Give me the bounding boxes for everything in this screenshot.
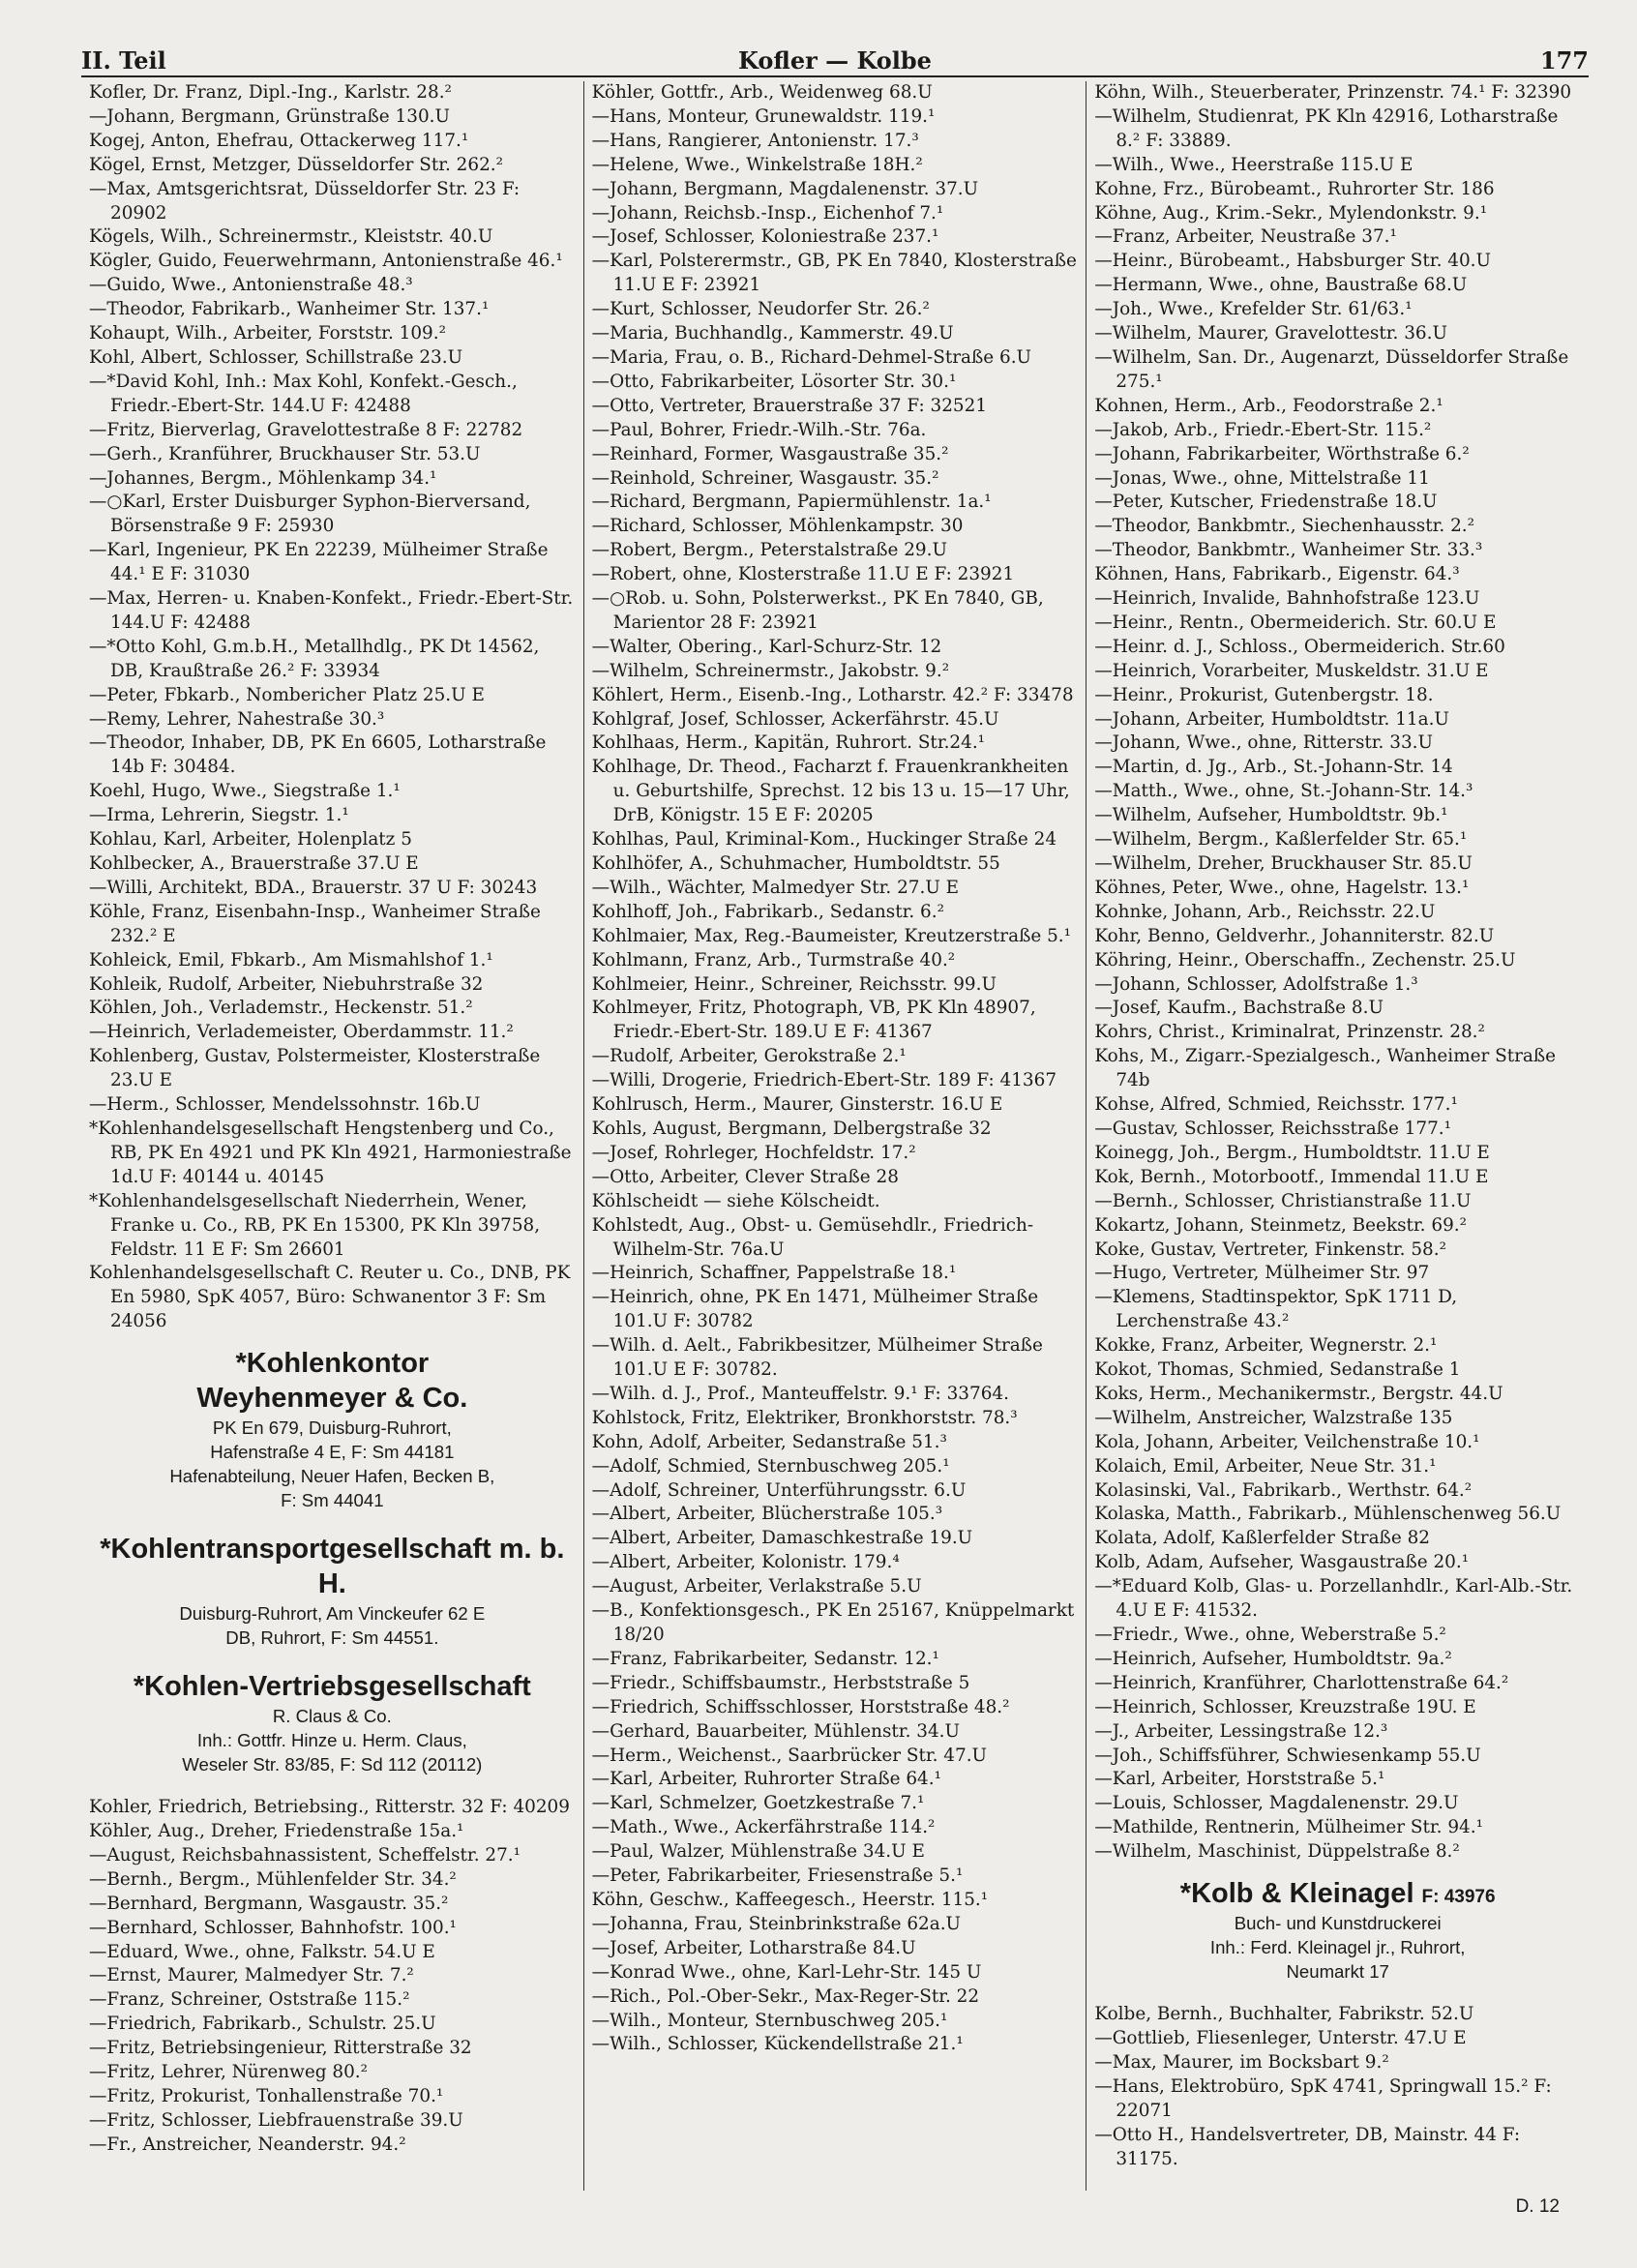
advertisement-line: Hafenstraße 4 E, F: Sm 44181 [210,1442,455,1463]
directory-entry: —Robert, Bergm., Peterstalstraße 29.U [591,540,947,561]
directory-entry: *Kohlenhandelsgesellschaft Hengstenberg und Co., RB, PK En 4921 und PK Kln 4921, Harmoniestraße 1d.U F: 40144 u. 40145 [89,1118,572,1187]
directory-entry: Köhnen, Hans, Fabrikarb., Eigenstr. 64.³ [1094,564,1460,585]
directory-entry: —Klemens, Stadtinspektor, SpK 1711 D, Lerchenstraße 43.² [1094,1287,1458,1332]
directory-entry: —Wilhelm, Maurer, Gravelottestr. 36.U [1094,323,1447,344]
directory-entry: —Johann, Schlosser, Adolfstraße 1.³ [1094,973,1418,995]
advertisement-title: *Kolb & Kleinagel [1179,1878,1414,1910]
directory-entry: —Wilh., Wächter, Malmedyer Str. 27.U E [591,877,960,898]
directory-entry: Kohnke, Johann, Arb., Reichsstr. 22.U [1094,901,1436,922]
advertisement-phone: F: 43976 [1421,1887,1496,1908]
directory-entry: Kohse, Alfred, Schmied, Reichsstr. 177.¹ [1094,1094,1458,1116]
directory-entry: —Bernh., Schlosser, Christianstraße 11.U [1094,1190,1472,1211]
directory-entry: —Heinrich, ohne, PK En 1471, Mülheimer Straße 101.U F: 30782 [591,1287,1039,1332]
directory-entry: Kokot, Thomas, Schmied, Sedanstraße 1 [1094,1359,1461,1381]
directory-entry: —*David Kohl, Inh.: Max Kohl, Konfekt.-Gesch., Friedr.-Ebert-Str. 144.U F: 42488 [89,371,518,416]
directory-entry: —Martin, d. Jg., Arb., St.-Johann-Str. 14 [1094,757,1453,778]
directory-entry: —*Otto Kohl, G.m.b.H., Metallhdlg., PK Dt 14562, DB, Kraußtraße 26.² F: 33934 [89,636,540,681]
directory-entry: —Hugo, Vertreter, Mülheimer Str. 97 [1094,1263,1430,1284]
directory-entry: —Wilhelm, Studienrat, PK Kln 42916, Lotharstraße 8.² F: 33889. [1094,105,1559,151]
directory-entry: —Karl, Arbeiter, Ruhrorter Straße 64.¹ [591,1769,941,1790]
directory-entry: —Franz, Arbeiter, Neustraße 37.¹ [1094,226,1397,248]
directory-entry: —Konrad Wwe., ohne, Karl-Lehr-Str. 145 U [591,1961,982,1983]
advertisement-title: Weyhenmeyer & Co. [196,1383,468,1415]
advertisement-title: *Kohlen-Vertriebsgesellschaft [133,1671,531,1703]
directory-entry: —Max, Herren- u. Knaben-Konfekt., Friedr.-Ebert-Str. 144.U F: 42488 [89,588,574,633]
directory-entry: —Wilhelm, Anstreicher, Walzstraße 135 [1094,1407,1453,1428]
directory-entry: —Johann, Reichsb.-Insp., Eichenhof 7.¹ [591,202,944,224]
directory-entry: —Heinrich, Kranführer, Charlottenstraße 64.² [1094,1672,1509,1693]
directory-entry: —Otto H., Handelsvertreter, DB, Mainstr. 44 F: 31175. [1094,2124,1521,2169]
directory-entry: Kogej, Anton, Ehefrau, Ottackerweg 117.¹ [89,130,469,151]
advertisement-line: Inh.: Gottfr. Hinze u. Herm. Claus, [196,1730,467,1751]
column-1 [81,81,583,2191]
directory-entry: —Fritz, Prokurist, Tonhallenstraße 70.¹ [89,2086,444,2106]
advertisement-line: Inh.: Ferd. Kleinagel jr., Ruhrort, [1209,1937,1466,1958]
directory-entry: —Wilhelm, San. Dr., Augenarzt, Düsseldorfer Straße 275.¹ [1094,346,1569,392]
directory-entry: Kohl, Albert, Schlosser, Schillstraße 23.U [89,346,463,368]
directory-entry: Kolbe, Bernh., Buchhalter, Fabrikstr. 52.U [1094,2004,1474,2025]
advertisement-line: R. Claus & Co. [272,1706,392,1727]
directory-columns [81,81,1589,2191]
directory-entry: —Wilhelm, Maschinist, Düppelstraße 8.² [1094,1841,1460,1863]
directory-entry: Köhne, Aug., Krim.-Sekr., Mylendonkstr. 9.¹ [1094,202,1488,224]
directory-entry: —Albert, Arbeiter, Damaschkestraße 19.U [591,1528,973,1549]
directory-entry: —Otto, Vertreter, Brauerstraße 37 F: 32521 [591,395,988,416]
directory-entry: Kohleik, Rudolf, Arbeiter, Niebuhrstraße 32 [89,973,484,995]
directory-entry: —Herm., Weichenst., Saarbrücker Str. 47.U [591,1745,988,1766]
directory-entry: —Heinr. d. J., Schloss., Obermeiderich. Str.60 [1094,636,1505,657]
directory-entry: Kohlmeyer, Fritz, Photograph, VB, PK Kln 48907, Friedr.-Ebert-Str. 189.U E F: 41367 [591,998,1036,1043]
directory-entry: Kohlhas, Paul, Kriminal-Kom., Huckinger Straße 24 [591,829,1057,850]
directory-entry: —Josef, Schlosser, Koloniestraße 237.¹ [591,226,939,248]
directory-entry: Kögler, Guido, Feuerwehrmann, Antonienstraße 46.¹ [89,251,563,272]
directory-entry: —Heinrich, Schlosser, Kreuzstraße 19U. E [1094,1696,1476,1717]
directory-entry: —Jonas, Wwe., ohne, Mittelstraße 11 [1094,467,1430,489]
directory-entry: —B., Konfektionsgesch., PK En 25167, Knüppelmarkt 18/20 [591,1600,1075,1645]
directory-entry: —Josef, Arbeiter, Lotharstraße 84.U [591,1937,916,1958]
directory-entry: Kohlstedt, Aug., Obst- u. Gemüsehdlr., Friedrich-Wilhelm-Str. 76a.U [591,1214,1034,1260]
directory-entry: —Wilhelm, Schreinermstr., Jakobstr. 9.² [591,660,950,681]
directory-entry: —*Eduard Kolb, Glas- u. Porzellanhdlr., Karl-Alb.-Str. 4.U E F: 41532. [1094,1576,1573,1622]
directory-entry: —○Karl, Erster Duisburger Syphon-Bierversand, Börsenstraße 9 F: 25930 [89,492,531,537]
directory-entry: —Heinr., Prokurist, Gutenbergstr. 18. [1094,684,1434,705]
header-rule [81,75,1589,77]
directory-entry: —Karl, Schmelzer, Goetzkestraße 7.¹ [591,1793,925,1814]
directory-entry: —Theodor, Fabrikarb., Wanheimer Str. 137.¹ [89,299,490,320]
directory-entry: —Louis, Schlosser, Magdalenenstr. 29.U [1094,1793,1459,1814]
directory-entry: —Herm., Schlosser, Mendelssohnstr. 16b.U [89,1094,481,1116]
directory-entry: —Wilh. d. Aelt., Fabrikbesitzer, Mülheimer Straße 101.U E F: 30782. [591,1335,1043,1381]
directory-entry: Köhle, Franz, Eisenbahn-Insp., Wanheimer Straße 232.² E [89,901,541,946]
directory-entry: Kohlhoff, Joh., Fabrikarb., Sedanstr. 6.² [591,901,944,922]
directory-entry: —Willi, Architekt, BDA., Brauerstr. 37 U F: 30243 [89,877,538,898]
directory-entry: —Josef, Rohrleger, Hochfeldstr. 17.² [591,1142,916,1163]
directory-entry: —Wilhelm, Bergm., Kaßlerfelder Str. 65.¹ [1094,829,1468,850]
directory-entry: Kokke, Franz, Arbeiter, Wegnerstr. 2.¹ [1094,1335,1438,1357]
directory-entry: —Friedrich, Fabrikarb., Schulstr. 25.U [89,2014,436,2035]
directory-entry: *Kohlenhandelsgesellschaft Niederrhein, Wener, Franke u. Co., RB, PK En 15300, PK Kln 39758, Feldstr. 11 E F: Sm 26601 [89,1190,541,1260]
directory-entry: —Fritz, Bierverlag, Gravelottestraße 8 F: 22782 [89,419,523,440]
directory-entry: Kohls, August, Bergmann, Delbergstraße 32 [591,1118,992,1139]
directory-entry: —Reinhold, Schreiner, Wasgaustr. 35.² [591,467,939,489]
directory-entry: Koke, Gustav, Vertreter, Finkenstr. 58.² [1094,1238,1446,1260]
directory-entry: —Johann, Wwe., ohne, Ritterstr. 33.U [1094,732,1433,754]
directory-entry: Kohleick, Emil, Fbkarb., Am Mismahlshof 1.¹ [89,949,493,970]
directory-entry: Kohaupt, Wilh., Arbeiter, Forststr. 109.² [89,323,446,344]
directory-entry: Kohlgraf, Josef, Schlosser, Ackerfährstr. 45.U [591,708,999,730]
directory-entry: —Guido, Wwe., Antonienstraße 48.³ [89,275,413,296]
directory-entry: Köhlen, Joh., Verlademstr., Heckenstr. 51.² [89,998,473,1019]
directory-entry: —Theodor, Bankbmtr., Wanheimer Str. 33.³ [1094,540,1483,561]
directory-entry: —Friedr., Schiffsbaumstr., Herbststraße 5 [591,1672,970,1693]
directory-entry: —Heinrich, Aufseher, Humboldtstr. 9a.² [1094,1648,1452,1669]
directory-entry: —Johannes, Bergm., Möhlenkamp 34.¹ [89,467,437,489]
directory-entry: —Bernhard, Bergmann, Wasgaustr. 35.² [89,1893,449,1914]
column-2 [583,81,1086,2191]
directory-entry: Kohs, M., Zigarr.-Spezialgesch., Wanheimer Straße 74b [1094,1046,1557,1091]
directory-entry: —Heinr., Bürobeamt., Habsburger Str. 40.U [1094,251,1492,272]
directory-entry: —Eduard, Wwe., ohne, Falkstr. 54.U E [89,1941,435,1962]
directory-entry: —Rudolf, Arbeiter, Gerokstraße 2.¹ [591,1046,907,1067]
directory-entry: Köhlscheidt — siehe Kölscheidt. [591,1190,880,1211]
directory-entry: —Friedr., Wwe., ohne, Weberstraße 5.² [1094,1625,1446,1645]
directory-entry: —Peter, Fbkarb., Nomberichег Platz 25.U E [89,684,485,705]
directory-entry: Köhn, Wilh., Steuerberater, Prinzenstr. 74.¹ F: 32390 [1094,82,1572,103]
directory-entry: —Wilh. d. J., Prof., Manteuffelstr. 9.¹ F: 33764. [591,1383,1009,1404]
directory-entry: —○Rob. u. Sohn, Polsterwerkst., PK En 7840, GB, Marientor 28 F: 23921 [591,588,1044,633]
directory-entry: —Johann, Fabrikarbeiter, Wörthstraße 6.² [1094,443,1470,464]
directory-entry: —Fritz, Schlosser, Liebfrauenstraße 39.U [89,2109,463,2131]
directory-entry: Kohlhage, Dr. Theod., Facharzt f. Frauenkrankheiten u. Geburtshilfe, Sprechst. 12 bis 13 u. 15—17 Uhr, DrB, Königstr. 15 E F: 20205 [591,757,1070,826]
advertisement [89,1532,576,1650]
directory-entry: —Remy, Lehrer, Nahestraße 30.³ [89,708,385,730]
directory-entry: —Franz, Fabrikarbeiter, Sedanstr. 12.¹ [591,1648,939,1669]
directory-entry: —Joh., Schiffsführer, Schwiesenkamp 55.U [1094,1745,1481,1766]
directory-entry: —Otto, Arbeiter, Clever Straße 28 [591,1166,899,1187]
directory-entry: —Josef, Kaufm., Bachstraße 8.U [1094,998,1384,1019]
directory-entry: —Heinrich, Vorarbeiter, Muskeldstr. 31.U E [1094,660,1489,681]
directory-entry: Kok, Bernh., Motorbootf., Immendal 11.U E [1094,1166,1489,1187]
directory-entry: —Hans, Rangierer, Antonienstr. 17.³ [591,130,919,151]
directory-entry: Kohlau, Karl, Arbeiter, Holenplatz 5 [89,829,412,850]
directory-entry: —Fritz, Betriebsingenieur, Ritterstraße 32 [89,2038,472,2059]
directory-entry: —Heinrich, Verlademeister, Oberdammstr. 11.² [89,1022,514,1043]
directory-entry: —August, Reichsbahnassistent, Scheffelstr. 27.¹ [89,1844,521,1865]
directory-entry: —Theodor, Bankbmtr., Siechenhausstr. 2.² [1094,516,1475,537]
directory-entry: Kohr, Benno, Geldverhr., Johanniterstr. 82.U [1094,925,1495,946]
advertisement-title: *Kohlenkontor [235,1348,430,1380]
directory-entry: —Karl, Arbeiter, Horststraße 5.¹ [1094,1769,1385,1790]
advertisement-line: F: Sm 44041 [281,1490,384,1511]
directory-entry: —Willi, Drogerie, Friedrich-Ebert-Str. 189 F: 41367 [591,1070,1057,1091]
directory-entry: Kögel, Ernst, Metzger, Düsseldorfer Str. 262.² [89,154,504,175]
directory-entry: Kolaich, Emil, Arbeiter, Neue Str. 31.¹ [1094,1455,1437,1477]
directory-entry: Kolasinski, Val., Fabrikarb., Werthstr. 64.² [1094,1479,1473,1501]
directory-entry: —J., Arbeiter, Lessingstraße 12.³ [1094,1720,1388,1742]
directory-entry: —Reinhard, Former, Wasgaustraße 35.² [591,443,949,464]
directory-entry: —Johanna, Frau, Steinbrinkstraße 62a.U [591,1913,962,1934]
directory-entry: —Peter, Fabrikarbeiter, Friesenstraße 5.¹ [591,1865,964,1887]
directory-entry: —Max, Maurer, im Bocksbart 9.² [1094,2051,1389,2073]
directory-entry: —Karl, Ingenieur, PK En 22239, Mülheimer Straße 44.¹ E F: 31030 [89,540,549,585]
directory-entry: Koinegg, Joh., Bergm., Humboldtstr. 11.U E [1094,1142,1490,1163]
directory-entry: Kohn, Adolf, Arbeiter, Sedanstraße 51.³ [591,1431,947,1452]
directory-entry: Kohlmann, Franz, Arb., Turmstraße 40.² [591,949,956,970]
advertisement-line: DB, Ruhrort, F: Sm 44551. [225,1627,439,1649]
directory-entry: —Wilhelm, Dreher, Bruckhauser Str. 85.U [1094,853,1473,874]
section-label: II. Teil [81,46,166,75]
advertisement [89,1669,576,1776]
directory-entry: —Wilh., Wwe., Heerstraße 115.U E [1094,154,1414,175]
directory-entry: —Franz, Schreiner, Oststraße 115.² [89,1989,410,2011]
directory-entry: —Maria, Frau, o. B., Richard-Dehmel-Straße 6.U [591,346,1032,368]
directory-entry: Koks, Herm., Mechanikermstr., Bergstr. 44.U [1094,1383,1503,1404]
directory-entry: —Adolf, Schreiner, Unterführungsstr. 6.U [591,1479,967,1501]
directory-entry: Köhlert, Herm., Eisenb.-Ing., Lotharstr. 42.² F: 33478 [591,684,1074,705]
directory-entry: —Richard, Schlosser, Möhlenkampstr. 30 [591,516,964,537]
directory-entry: Köhn, Geschw., Kaffeegesch., Heerstr. 115.¹ [591,1889,989,1910]
advertisement [1094,1876,1581,1984]
directory-entry: —Heinrich, Schaffner, Pappelstraße 18.¹ [591,1263,957,1284]
directory-entry: —Gerh., Kranführer, Bruckhauser Str. 53.U [89,443,481,464]
directory-entry: —Mathilde, Rentnerin, Mülheimer Str. 94.¹ [1094,1817,1483,1838]
directory-entry: —Fritz, Lehrer, Nürenweg 80.² [89,2062,368,2083]
directory-entry: —Peter, Kutscher, Friedenstraße 18.U [1094,492,1438,513]
directory-entry: —Johann, Arbeiter, Humboldtstr. 11a.U [1094,708,1449,730]
advertisement-line: Buch- und Kunstdruckerei [1234,1913,1442,1934]
directory-entry: Kohler, Friedrich, Betriebsing., Ritterstr. 32 F: 40209 [89,1797,570,1818]
advertisement-line: Duisburg-Ruhrort, Am Vinckeufer 62 E [179,1603,486,1625]
directory-entry: —Friedrich, Schiffsschlosser, Horststraße 48.² [591,1696,1010,1717]
directory-entry: Köhler, Aug., Dreher, Friedenstraße 15a.¹ [89,1821,464,1842]
directory-entry: —Max, Amtsgerichtsrat, Düsseldorfer Str. 23 F: 20902 [89,178,521,224]
directory-entry: —Heinrich, Invalide, Bahnhofstraße 123.U [1094,588,1480,610]
directory-entry: Kohlenhandelsgesellschaft C. Reuter u. Co., DNB, PK En 5980, SpK 4057, Büro: Schwanentor 3 F: Sm 24056 [89,1263,571,1332]
directory-entry: Kohlhöfer, A., Schuhmacher, Humboldtstr. 55 [591,853,1000,874]
directory-entry: —Albert, Arbeiter, Blücherstraße 105.³ [591,1504,943,1525]
directory-entry: —Gustav, Schlosser, Reichsstraße 177.¹ [1094,1118,1451,1139]
directory-entry: Kohlhaas, Herm., Kapitän, Ruhrort. Str.24.¹ [591,732,986,754]
directory-entry: Koehl, Hugo, Wwe., Siegstraße 1.¹ [89,781,401,802]
directory-entry: —Karl, Polsterermstr., GB, PK En 7840, Klosterstraße 11.U E F: 23921 [591,251,1077,296]
directory-entry: Kohnen, Herm., Arb., Feodorstraße 2.¹ [1094,395,1444,416]
directory-entry: —Adolf, Schmied, Sternbuschweg 205.¹ [591,1455,950,1477]
directory-entry: —Johann, Bergmann, Grünstraße 130.U [89,105,450,127]
column-3 [1086,81,1589,2191]
directory-entry: —Helene, Wwe., Winkelstraße 18H.² [591,154,923,175]
directory-entry: Kolb, Adam, Aufseher, Wasgaustraße 20.¹ [1094,1552,1470,1573]
directory-entry: —Bernh., Bergm., Mühlenfelder Str. 34.² [89,1868,457,1890]
advertisement [89,1346,576,1512]
directory-entry: —Maria, Buchhandlg., Kammerstr. 49.U [591,323,954,344]
directory-entry: Kola, Johann, Arbeiter, Veilchenstraße 10.¹ [1094,1431,1480,1452]
directory-entry: Kohne, Frz., Bürobeamt., Ruhrorter Str. 186 [1094,178,1495,199]
page-number: 177 [1539,46,1589,75]
directory-entry: —Richard, Bergmann, Papiermühlenstr. 1a.¹ [591,492,992,513]
directory-entry: —Math., Wwe., Ackerfährstraße 114.² [591,1817,936,1838]
directory-entry: Kohrs, Christ., Kriminalrat, Prinzenstr. 28.² [1094,1022,1485,1043]
directory-entry: —Matth., Wwe., ohne, St.-Johann-Str. 14.³ [1094,781,1473,802]
directory-entry: —Jakob, Arb., Friedr.-Ebert-Str. 115.² [1094,419,1432,440]
directory-entry: —Johann, Bergmann, Magdalenenstr. 37.U [591,178,979,199]
directory-entry: —Hermann, Wwe., ohne, Baustraße 68.U [1094,275,1468,296]
directory-entry: —Kurt, Schlosser, Neudorfer Str. 26.² [591,299,930,320]
directory-entry: —Paul, Walzer, Mühlenstraße 34.U E [591,1841,925,1863]
directory-entry: —Fr., Anstreicher, Neanderstr. 94.² [89,2134,406,2155]
directory-entry: Köhring, Heinr., Oberschaffn., Zechenstr. 25.U [1094,949,1516,970]
directory-entry: Kolata, Adolf, Kaßlerfelder Straße 82 [1094,1528,1430,1549]
directory-entry: —Theodor, Inhaber, DB, PK En 6605, Lotharstraße 14b F: 30484. [89,732,547,778]
directory-entry: —Wilh., Schlosser, Kückendellstraße 21.¹ [591,2034,964,2055]
advertisement-line: Hafenabteilung, Neuer Hafen, Becken B, [169,1466,495,1487]
footer-code: D. 12 [1515,2196,1560,2217]
advertisement-line: Weseler Str. 83/85, F: Sd 112 (20112) [182,1754,483,1776]
directory-entry: Kohlstock, Fritz, Elektriker, Bronkhorststr. 78.³ [591,1407,1018,1428]
directory-entry: —Bernhard, Schlosser, Bahnhofstr. 100.¹ [89,1917,457,1938]
directory-entry: Kolaska, Matth., Fabrikarb., Mühlenschenweg 56.U [1094,1504,1562,1525]
directory-entry: —Gerhard, Bauarbeiter, Mühlenstr. 34.U [591,1720,961,1742]
directory-entry: Köhnes, Peter, Wwe., ohne, Hagelstr. 13.¹ [1094,877,1470,898]
directory-entry: —Irma, Lehrerin, Siegstr. 1.¹ [89,805,349,826]
directory-entry: —Albert, Arbeiter, Kolonistr. 179.⁴ [591,1552,900,1573]
directory-entry: —August, Arbeiter, Verlakstraße 5.U [591,1576,922,1597]
directory-entry: Kohlenberg, Gustav, Polstermeister, Klosterstraße 23.U E [89,1046,541,1091]
advertisement-line: Neumarkt 17 [1286,1961,1389,1983]
directory-entry: —Otto, Fabrikarbeiter, Lösorter Str. 30.¹ [591,371,957,392]
directory-entry: —Robert, ohne, Klosterstraße 11.U E F: 23921 [591,564,1015,585]
page-running-title: Kofler — Kolbe [738,46,932,75]
directory-entry: —Hans, Elektrobüro, SpK 4741, Springwall 15.² F: 22071 [1094,2075,1552,2121]
directory-entry: —Walter, Obering., Karl-Schurz-Str. 12 [591,636,942,657]
directory-entry: Kohlmaier, Max, Reg.-Baumeister, Kreutzerstraße 5.¹ [591,925,1071,946]
advertisement-title: *Kohlentransportgesellschaft m. b. H. [100,1534,565,1600]
directory-entry: —Ernst, Maurer, Malmedyer Str. 7.² [89,1965,414,1986]
directory-entry: —Wilh., Monteur, Sternbuschweg 205.¹ [591,2010,948,2031]
directory-entry: Kokartz, Johann, Steinmetz, Beekstr. 69.² [1094,1214,1467,1236]
directory-entry: —Joh., Wwe., Krefelder Str. 61/63.¹ [1094,299,1413,320]
directory-entry: —Heinr., Rentn., Obermeiderich. Str. 60.U E [1094,612,1497,633]
directory-entry: Kofler, Dr. Franz, Dipl.-Ing., Karlstr. 28.² [89,82,452,103]
directory-entry: —Hans, Monteur, Grunewaldstr. 119.¹ [591,105,936,127]
directory-entry: —Gottlieb, Fliesenleger, Unterstr. 47.U E [1094,2027,1467,2048]
directory-entry: Kohlmeier, Heinr., Schreiner, Reichsstr. 99.U [591,973,997,995]
directory-entry: —Paul, Bohrer, Friedr.-Wilh.-Str. 76a. [591,419,927,440]
directory-entry: —Wilhelm, Aufseher, Humboldtstr. 9b.¹ [1094,805,1448,826]
directory-entry: Kohlrusch, Herm., Maurer, Ginsterstr. 16.U E [591,1094,1003,1116]
directory-entry: Kögels, Wilh., Schreinermstr., Kleiststr. 40.U [89,226,493,248]
directory-entry: Kohlbecker, A., Brauerstraße 37.U E [89,853,419,874]
advertisement-line: PK En 679, Duisburg-Ruhrort, [212,1418,452,1439]
directory-entry: —Rich., Pol.-Ober-Sekr., Max-Reger-Str. 22 [591,1985,980,2007]
directory-entry: Köhler, Gottfr., Arb., Weidenweg 68.U [591,82,933,103]
